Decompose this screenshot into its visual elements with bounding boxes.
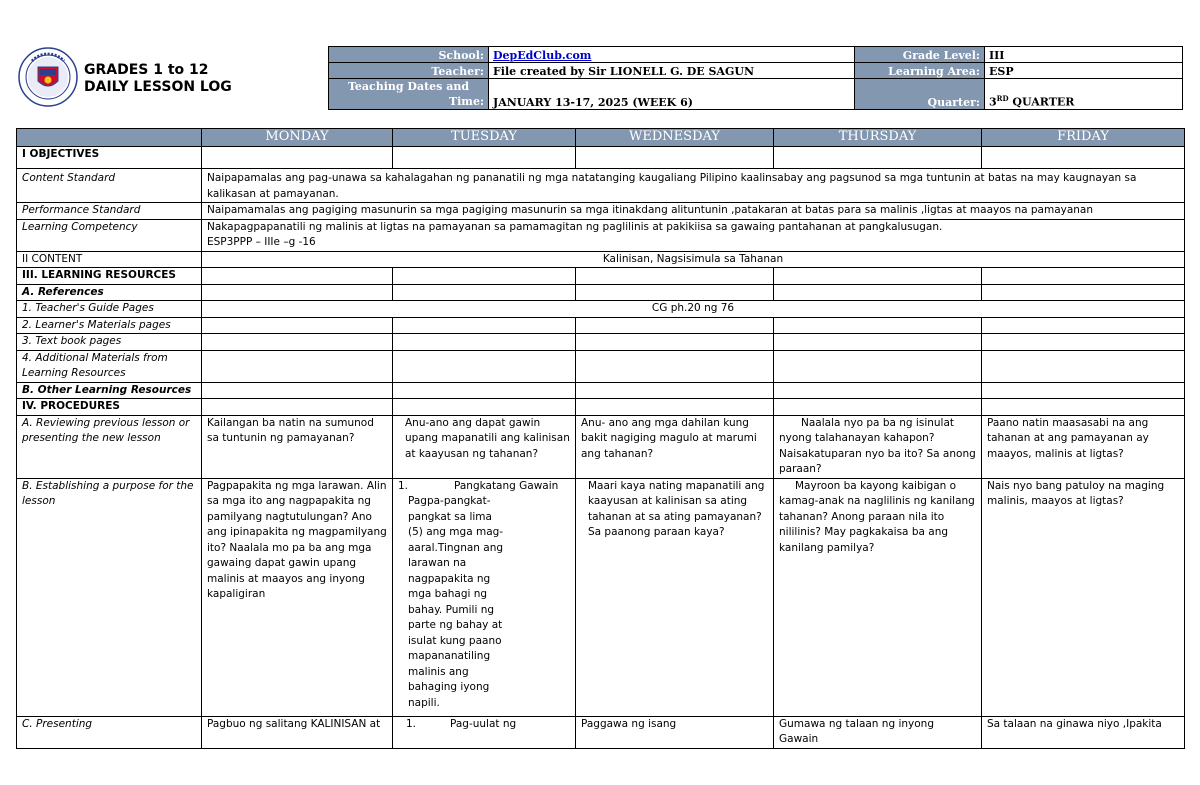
purpose-monday: Pagpapakita ng mga larawan. Alin sa mga ito ang nagpapakita ng pamilyang nagtutulungan? Ano ang ipinapakita ng magpamilyang ito? Naalala mo pa ba ang mga gawaing dapat gawin upang malinis at maayos ang inyong kapaligiran [202, 478, 393, 716]
quarter-number: 3 [989, 96, 997, 109]
learning-competency-code: ESP3PPP – IIIe –g -16 [207, 236, 316, 248]
learning-competency-text [202, 219, 1185, 251]
content-standard-text: Naipapamalas ang pag-unawa sa kahalagahan ng pananatili ng mga natatanging kaugaliang Pilipino kaalinsabay ang pagsunod sa mga tuntunin at batas na may kaugnayan sa kalikasan at pamayanan. [202, 169, 1185, 203]
presenting-tuesday-text: Pag-uulat ng [450, 717, 517, 730]
learning-resources-label: III. LEARNING RESOURCES [17, 268, 202, 285]
grade-level-label: Grade Level: [855, 47, 985, 63]
school-link[interactable]: DepEdClub.com [493, 49, 592, 62]
day-header-monday: MONDAY [202, 129, 393, 147]
references-label: A. References [17, 284, 202, 301]
purpose-thursday: Mayroon ba kayong kaibigan o kamag-anak na naglilinis ng kanilang tahanan? Anong paraan nila ito nililinis? May pagkakaisa ba ang kanilang pamilya? [774, 478, 982, 716]
learning-area-value: ESP [985, 63, 1183, 79]
lesson-log-table [16, 128, 1185, 749]
quarter-label: Quarter: [855, 79, 985, 110]
learners-materials-label: 2. Learner's Materials pages [17, 317, 202, 334]
additional-materials-line2: Learning Resources [22, 367, 126, 379]
teaching-dates-label [329, 79, 489, 110]
objectives-label: I OBJECTIVES [17, 147, 202, 169]
learning-competency-line: Nakapagpapanatili ng malinis at ligtas na pamayanan sa pamamagitan ng paglilinis at pakikiisa sa gawaing pantahanan at pangkalusugan. [207, 220, 943, 233]
additional-materials-line1: 4. Additional Materials from [22, 351, 168, 364]
purpose-tuesday-heading [398, 479, 570, 495]
presenting-wednesday: Paggawa ng isang [576, 716, 774, 748]
content-text: Kalinisan, Nagsisimula sa Tahanan [202, 251, 1185, 268]
review-tuesday: Anu-ano ang dapat gawin upang mapanatili ang kalinisan at kaayusan ng tahanan? [393, 415, 576, 478]
purpose-tuesday-title: Pangkatang Gawain [454, 479, 559, 492]
other-resources-label: B. Other Learning Resources [17, 382, 202, 399]
presenting-tuesday [393, 716, 576, 748]
header-info-table [328, 46, 1183, 110]
day-header-thursday: THURSDAY [774, 129, 982, 147]
purpose-tuesday [393, 478, 576, 716]
teacher-value: File created by Sir LIONELL G. DE SAGUN [489, 63, 855, 79]
review-thursday: Naalala nyo pa ba ng isinulat nyong talahanayan kahapon? Naisakatuparan nyo ba ito? Sa anong paraan? [774, 415, 982, 478]
content-standard-label: Content Standard [17, 169, 202, 203]
teachers-guide-label: 1. Teacher's Guide Pages [17, 301, 202, 318]
title-line-2: DAILY LESSON LOG [84, 79, 232, 95]
performance-standard-text: Naipamamalas ang pagiging masunurin sa mga pagiging masunurin sa mga itinakdang alituntunin ,patakaran at batas para sa malinis ,ligtas at maayos na pamayanan [202, 203, 1185, 220]
title-line-1: GRADES 1 to 12 [84, 62, 209, 78]
presenting-thursday: Gumawa ng talaan ng inyong Gawain [774, 716, 982, 748]
procedures-label: IV. PROCEDURES [17, 399, 202, 416]
teaching-dates-label-line2: Time: [448, 95, 484, 108]
quarter-value [985, 79, 1183, 110]
corner-header-cell [17, 129, 202, 147]
day-header-tuesday: TUESDAY [393, 129, 576, 147]
teacher-label: Teacher: [329, 63, 489, 79]
teaching-dates-label-line1: Teaching Dates and [347, 80, 470, 93]
additional-materials-label [17, 350, 202, 382]
review-friday: Paano natin maasasabi na ang tahanan at ang pamayanan ay maayos, malinis at ligtas? [982, 415, 1185, 478]
teaching-dates-value: JANUARY 13-17, 2025 (WEEK 6) [489, 79, 855, 110]
learning-area-label: Learning Area: [855, 63, 985, 79]
purpose-wednesday: Maari kaya nating mapanatili ang kaayusan at kalinisan sa ating tahanan at sa ating pamayanan? Sa paanong paraan kaya? [576, 478, 774, 716]
quarter-suffix: RD [996, 94, 1009, 104]
purpose-tuesday-number: 1. [398, 479, 409, 492]
day-header-wednesday: WEDNESDAY [576, 129, 774, 147]
deped-seal-logo [18, 47, 78, 107]
presenting-monday: Pagbuo ng salitang KALINISAN at [202, 716, 393, 748]
grade-level-value: III [985, 47, 1183, 63]
review-wednesday: Anu- ano ang mga dahilan kung bakit nagiging magulo at marumi ang tahanan? [576, 415, 774, 478]
purpose-tuesday-body: Pagpa-pangkat-pangkat sa lima (5) ang mga mag-aaral.Tingnan ang larawan na nagpapakita ng mga bahagi ng bahay. Pumili ng parte ng bahay at isulat kung paano mapananatiling malinis ang bahaging iyong napili. [408, 495, 504, 709]
presenting-label: C. Presenting [17, 716, 202, 748]
review-monday: Kailangan ba natin na sumunod sa tuntunin ng pamayanan? [202, 415, 393, 478]
review-lesson-label: A. Reviewing previous lesson or presenting the new lesson [17, 415, 202, 478]
presenting-friday: Sa talaan na ginawa niyo ,Ipakita [982, 716, 1185, 748]
textbook-pages-label: 3. Text book pages [17, 334, 202, 351]
purpose-label: B. Establishing a purpose for the lesson [17, 478, 202, 716]
learning-competency-label: Learning Competency [17, 219, 202, 251]
purpose-friday: Nais nyo bang patuloy na maging malinis, maayos at ligtas? [982, 478, 1185, 716]
content-label: II CONTENT [17, 251, 202, 268]
presenting-tuesday-number: 1. [406, 717, 417, 730]
school-label: School: [329, 47, 489, 63]
teachers-guide-value: CG ph.20 ng 76 [202, 301, 1185, 318]
day-header-friday: FRIDAY [982, 129, 1185, 147]
document-title [84, 62, 232, 96]
quarter-word: QUARTER [1008, 96, 1075, 109]
performance-standard-label: Performance Standard [17, 203, 202, 220]
